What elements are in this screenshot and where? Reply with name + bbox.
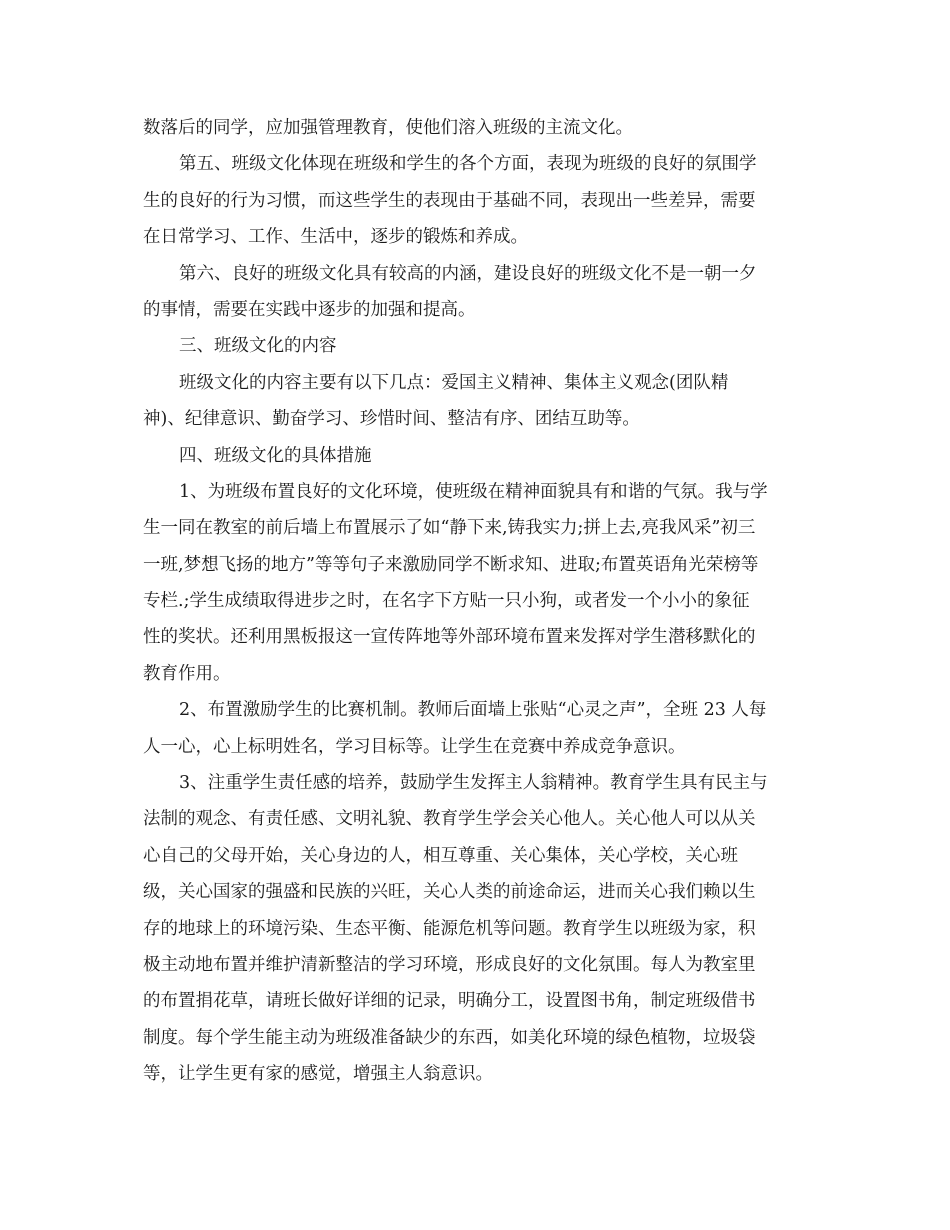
text-line: 等，让学生更有家的感觉，增强主人翁意识。 xyxy=(143,1064,493,1085)
text-line: 第五、班级文化体现在班级和学生的各个方面，表现为班级的良好的氛围学 xyxy=(179,154,757,175)
text-line: 1、为班级布置良好的文化环境，使班级在精神面貌具有和谐的气氛。我与学 xyxy=(179,481,768,502)
text-line: 存的地球上的环境污染、生态平衡、能源危机等问题。教育学生以班级为家，积 xyxy=(143,918,756,939)
text-line: 一班,梦想飞扬的地方”等等句子来激励同学不断求知、进取;布置英语角光荣榜等 xyxy=(143,554,759,575)
document-body xyxy=(143,110,813,1093)
text-line: 的布置捐花草，请班长做好详细的记录，明确分工，设置图书角，制定班级借书 xyxy=(143,991,756,1012)
text-line: 性的奖状。还利用黑板报这一宣传阵地等外部环境布置来发挥对学生潜移默化的 xyxy=(143,627,756,648)
text-line: 人一心，心上标明姓名，学习目标等。让学生在竞赛中养成竞争意识。 xyxy=(143,736,686,757)
text-line: 极主动地布置并维护清新整洁的学习环境，形成良好的文化氛围。每人为教室里 xyxy=(143,954,756,975)
text-line: 心自己的父母开始，关心身边的人，相互尊重、关心集体，关心学校，关心班 xyxy=(143,845,738,866)
text-line: 班级文化的内容主要有以下几点：爱国主义精神、集体主义观念(团队精 xyxy=(179,372,729,393)
text-line: 制度。每个学生能主动为班级准备缺少的东西，如美化环境的绿色植物，垃圾袋 xyxy=(143,1027,756,1048)
text-line: 级，关心国家的强盛和民族的兴旺，关心人类的前途命运，进而关心我们赖以生 xyxy=(143,882,756,903)
text-line: 法制的观念、有责任感、文明礼貌、教育学生学会关心他人。关心他人可以从关 xyxy=(143,809,756,830)
text-line: 专栏.;学生成绩取得进步之时，在名字下方贴一只小狗，或者发一个小小的象征 xyxy=(143,591,750,612)
text-line: 教育作用。 xyxy=(143,663,231,684)
text-line: 在日常学习、工作、生活中，逐步的锻炼和养成。 xyxy=(143,227,528,248)
text-line: 数落后的同学，应加强管理教育，使他们溶入班级的主流文化。 xyxy=(143,118,633,138)
text-line: 神)、纪律意识、勤奋学习、珍惜时间、整洁有序、团结互助等。 xyxy=(143,409,640,430)
text-line: 2、布置激励学生的比赛机制。教师后面墙上张贴“心灵之声”，全班 23 人每 xyxy=(179,700,767,721)
text-line: 生一同在教室的前后墙上布置展示了如“静下来,铸我实力;拼上去,亮我风采”初三 xyxy=(143,518,756,539)
text-line: 的事情，需要在实践中逐步的加强和提高。 xyxy=(143,299,476,320)
text-line: 生的良好的行为习惯，而这些学生的表现由于基础不同，表现出一些差异，需要 xyxy=(143,190,756,211)
text-line: 三、班级文化的内容 xyxy=(179,336,337,357)
text-line: 第六、良好的班级文化具有较高的内涵，建设良好的班级文化不是一朝一夕 xyxy=(179,263,757,284)
text-line: 四、班级文化的具体措施 xyxy=(179,445,372,466)
text-line: 3、注重学生责任感的培养，鼓励学生发挥主人翁精神。教育学生具有民主与 xyxy=(179,773,768,794)
